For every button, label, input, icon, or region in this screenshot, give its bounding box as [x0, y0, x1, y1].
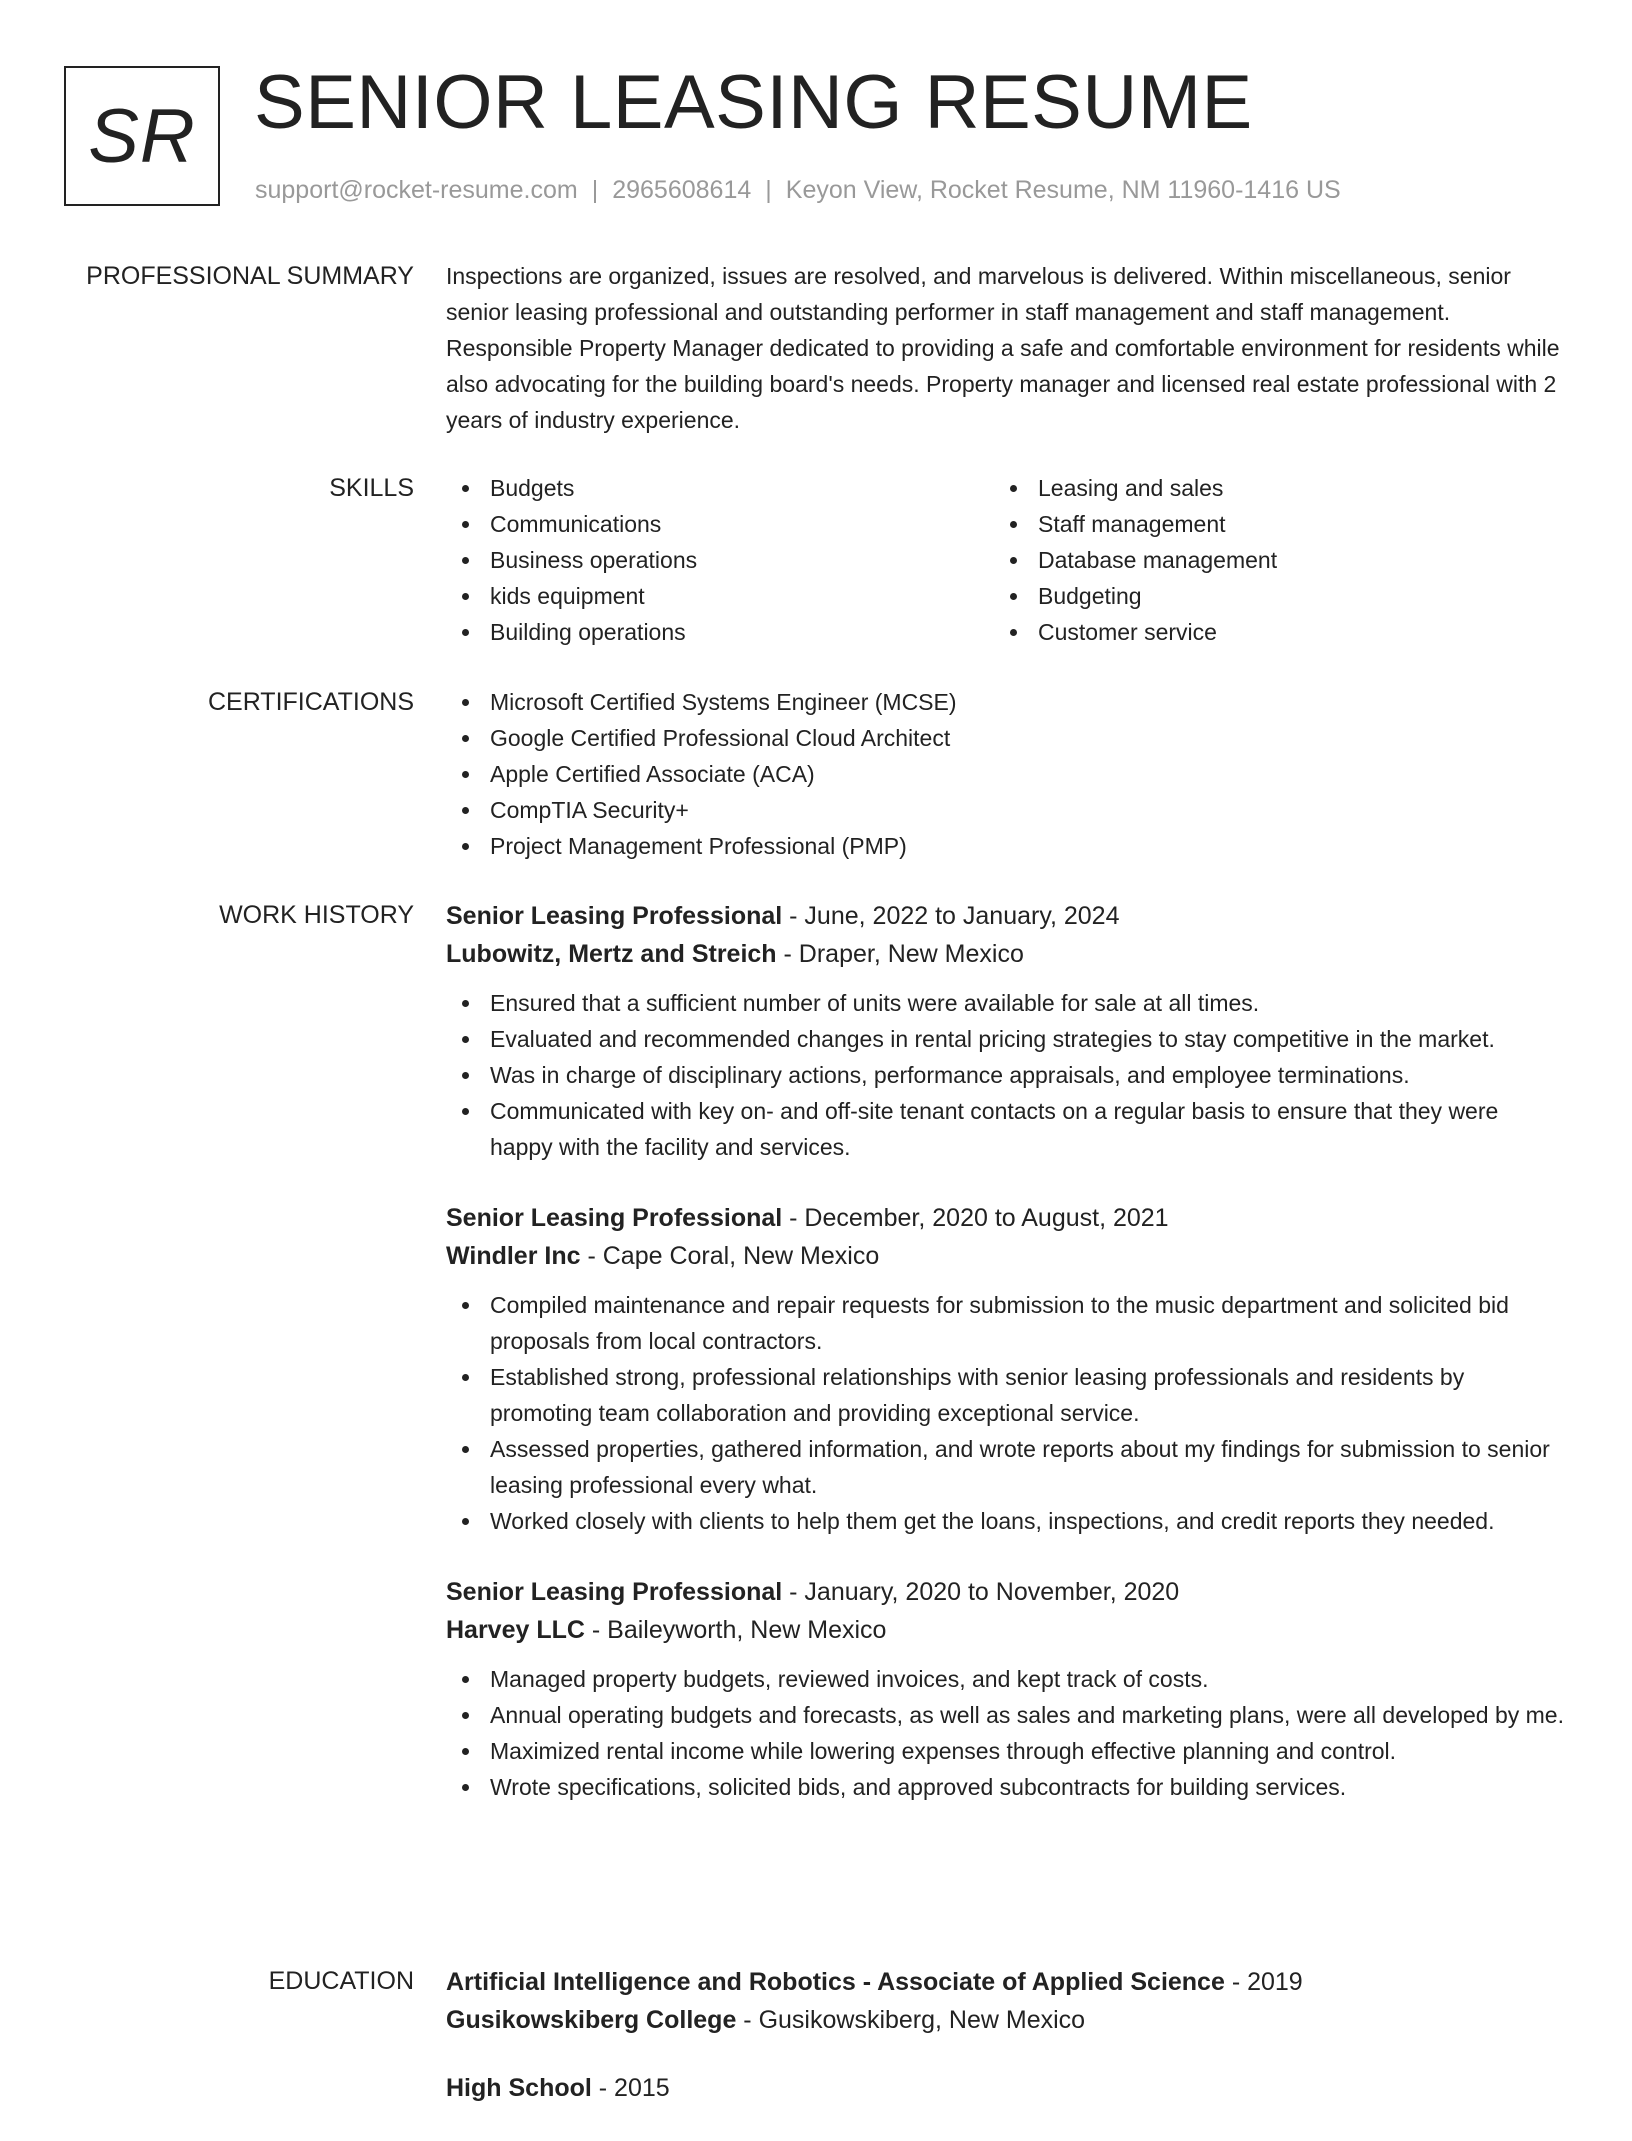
certifications-list	[446, 684, 1566, 864]
education-year: - 2019	[1224, 1968, 1303, 1996]
job-bullet: Was in charge of disciplinary actions, performance appraisals, and employee terminations.	[446, 1057, 1566, 1093]
contact-address: Keyon View, Rocket Resume, NM 11960-1416 US	[785, 176, 1341, 204]
job-location: - Draper, New Mexico	[776, 940, 1024, 968]
certification-item: Apple Certified Associate (ACA)	[446, 756, 1566, 792]
skill-item: Budgets	[446, 470, 994, 506]
job-title: Senior Leasing Professional	[446, 1204, 783, 1232]
job-dates: - January, 2020 to November, 2020	[782, 1578, 1180, 1606]
job-bullet: Worked closely with clients to help them get the loans, inspections, and credit reports they needed.	[446, 1503, 1566, 1539]
job-dates: - December, 2020 to August, 2021	[782, 1204, 1169, 1232]
job-entry	[446, 897, 1566, 1165]
job-company: Harvey LLC	[446, 1616, 585, 1644]
job-bullet: Evaluated and recommended changes in rental pricing strategies to stay competitive in the market.	[446, 1021, 1566, 1057]
skill-item: kids equipment	[446, 578, 994, 614]
initials: SR	[88, 93, 196, 179]
skill-item: Communications	[446, 506, 994, 542]
job-bullet: Ensured that a sufficient number of units were available for sale at all times.	[446, 985, 1566, 1021]
contact-email: support@rocket-resume.com	[255, 176, 578, 204]
skills-column-1	[446, 470, 994, 650]
education-year: - 2015	[591, 2074, 670, 2102]
education-school: Gusikowskiberg College	[446, 2006, 737, 2034]
job-bullet: Managed property budgets, reviewed invoices, and kept track of costs.	[446, 1661, 1566, 1697]
section-label-summary: PROFESSIONAL SUMMARY	[86, 262, 414, 290]
job-bullet: Maximized rental income while lowering expenses through effective planning and control.	[446, 1733, 1566, 1769]
job-bullets	[446, 985, 1566, 1165]
section-label-skills: SKILLS	[329, 474, 414, 502]
contact-separator: |	[765, 176, 772, 204]
job-title: Senior Leasing Professional	[446, 1578, 783, 1606]
job-dates: - June, 2022 to January, 2024	[782, 902, 1120, 930]
skill-item: Budgeting	[994, 578, 1542, 614]
job-bullet: Wrote specifications, solicited bids, and approved subcontracts for building services.	[446, 1769, 1566, 1805]
summary-text: Inspections are organized, issues are resolved, and marvelous is delivered. Within miscellaneous, senior senior leasing professional and outstanding performer in staff management and staff management. Responsible Property Manager dedicated to providing a safe and comfortable environment for residents while also advocating for the building board's needs. Property manager and licensed real estate professional with 2 years of industry experience.	[446, 263, 1560, 433]
section-label-certifications: CERTIFICATIONS	[207, 688, 414, 716]
job-bullet: Established strong, professional relationships with senior leasing professionals and residents by promoting team collaboration and providing exceptional service.	[446, 1359, 1566, 1431]
job-bullets	[446, 1661, 1566, 1805]
job-company: Windler Inc	[446, 1242, 581, 1270]
certification-item: Microsoft Certified Systems Engineer (MCSE)	[446, 684, 1566, 720]
education-entry	[446, 1963, 1566, 2039]
job-company: Lubowitz, Mertz and Streich	[446, 940, 777, 968]
job-entry	[446, 1573, 1566, 1805]
section-label-education: EDUCATION	[268, 1967, 414, 1995]
job-location: - Baileyworth, New Mexico	[584, 1616, 887, 1644]
skill-item: Staff management	[994, 506, 1542, 542]
skills-column-2	[994, 470, 1542, 650]
certification-item: Project Management Professional (PMP)	[446, 828, 1566, 864]
skill-item: Business operations	[446, 542, 994, 578]
job-bullet: Compiled maintenance and repair requests for submission to the music department and solicited bid proposals from local contractors.	[446, 1287, 1566, 1359]
education-entry	[446, 2069, 1566, 2107]
monogram-box	[64, 66, 220, 206]
job-entry	[446, 1199, 1566, 1539]
contact-line	[255, 172, 1341, 208]
skill-item: Database management	[994, 542, 1542, 578]
section-label-work: WORK HISTORY	[219, 901, 414, 929]
job-bullet: Annual operating budgets and forecasts, as well as sales and marketing plans, were all developed by me.	[446, 1697, 1566, 1733]
job-bullet: Assessed properties, gathered information, and wrote reports about my findings for submission to senior leasing professional every what.	[446, 1431, 1566, 1503]
certification-item: Google Certified Professional Cloud Architect	[446, 720, 1566, 756]
resume-title: SENIOR LEASING RESUME	[254, 60, 1253, 145]
certification-item: CompTIA Security+	[446, 792, 1566, 828]
job-bullet: Communicated with key on- and off-site tenant contacts on a regular basis to ensure that they were happy with the facility and services.	[446, 1093, 1566, 1165]
job-location: - Cape Coral, New Mexico	[580, 1242, 880, 1270]
skill-item: Building operations	[446, 614, 994, 650]
skill-item: Leasing and sales	[994, 470, 1542, 506]
education-location: - Gusikowskiberg, New Mexico	[736, 2006, 1086, 2034]
contact-phone: 2965608614	[612, 176, 752, 204]
contact-separator: |	[591, 176, 599, 204]
education-degree: Artificial Intelligence and Robotics - Associate of Applied Science	[446, 1968, 1225, 1996]
job-bullets	[446, 1287, 1566, 1539]
skill-item: Customer service	[994, 614, 1542, 650]
job-title: Senior Leasing Professional	[446, 902, 783, 930]
education-degree: High School	[446, 2074, 592, 2102]
